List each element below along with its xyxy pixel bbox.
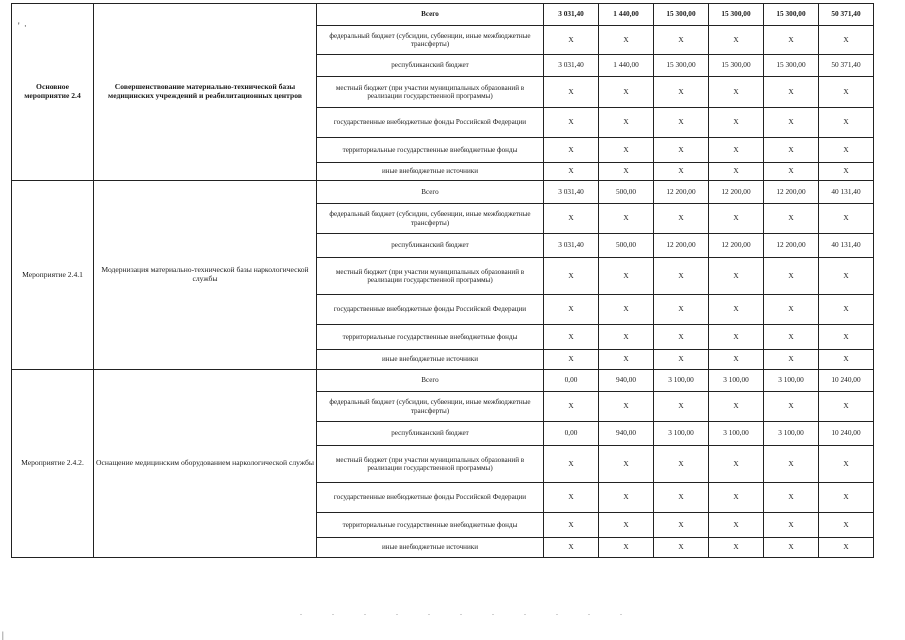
amount-cell: X [544,350,599,370]
amount-cell: 40 131,40 [819,181,874,204]
activity-label: Мероприятие 2.4.1 [12,181,94,370]
activity-name: Модернизация материально-технической базы наркологической службы [94,181,317,370]
amount-cell: 3 100,00 [709,422,764,446]
amount-cell: 500,00 [599,234,654,258]
amount-cell: X [709,446,764,483]
amount-cell: X [819,295,874,325]
amount-cell: X [544,483,599,513]
amount-cell: 15 300,00 [764,4,819,26]
amount-cell: X [544,258,599,295]
amount-cell: 15 300,00 [764,55,819,77]
amount-cell: X [654,483,709,513]
amount-cell: X [709,77,764,108]
amount-cell: X [819,204,874,234]
funding-source: местный бюджет (при участии муниципальных образований в реализации государственной программы) [317,446,544,483]
amount-cell: 10 240,00 [819,370,874,392]
amount-cell: X [654,446,709,483]
amount-cell: 12 200,00 [654,181,709,204]
amount-cell: X [544,77,599,108]
amount-cell: X [709,295,764,325]
amount-cell: 15 300,00 [709,4,764,26]
amount-cell: X [709,163,764,181]
amount-cell: X [599,513,654,538]
amount-cell: 1 440,00 [599,55,654,77]
amount-cell: 15 300,00 [654,55,709,77]
amount-cell: X [544,538,599,558]
funding-source: территориальные государственные внебюджетные фонды [317,138,544,163]
activity-label: Мероприятие 2.4.2. [12,370,94,558]
amount-cell: 15 300,00 [654,4,709,26]
amount-cell: X [764,392,819,422]
amount-cell: X [599,108,654,138]
amount-cell: 3 100,00 [654,422,709,446]
amount-cell: X [654,350,709,370]
amount-cell: X [599,483,654,513]
amount-cell: X [544,204,599,234]
amount-cell: X [764,204,819,234]
amount-cell: X [599,163,654,181]
amount-cell: X [819,325,874,350]
amount-cell: X [819,26,874,55]
amount-cell: X [819,392,874,422]
budget-row [12,370,874,392]
amount-cell: X [544,392,599,422]
amount-cell: 10 240,00 [819,422,874,446]
amount-cell: X [599,77,654,108]
amount-cell: X [654,204,709,234]
amount-cell: X [819,446,874,483]
amount-cell: X [709,108,764,138]
amount-cell: 940,00 [599,422,654,446]
amount-cell: 3 031,40 [544,181,599,204]
amount-cell: X [709,483,764,513]
amount-cell: X [654,258,709,295]
activity-name: Совершенствование материально-технической базы медицинских учреждений и реабилитационных центров [94,4,317,181]
amount-cell: X [654,325,709,350]
amount-cell: X [709,513,764,538]
amount-cell: 3 031,40 [544,4,599,26]
funding-source: Всего [317,370,544,392]
amount-cell: 500,00 [599,181,654,204]
funding-source: территориальные государственные внебюджетные фонды [317,325,544,350]
funding-source: республиканский бюджет [317,422,544,446]
funding-source: федеральный бюджет (субсидии, субвенции, иные межбюджетные трансферты) [317,204,544,234]
amount-cell: 0,00 [544,370,599,392]
amount-cell: X [764,26,819,55]
amount-cell: X [709,258,764,295]
amount-cell: X [709,392,764,422]
amount-cell: X [544,138,599,163]
amount-cell: 940,00 [599,370,654,392]
amount-cell: X [654,163,709,181]
amount-cell: X [544,108,599,138]
budget-row [12,4,874,26]
amount-cell: X [819,483,874,513]
amount-cell: X [764,325,819,350]
amount-cell: X [764,483,819,513]
amount-cell: X [654,513,709,538]
amount-cell: X [654,77,709,108]
amount-cell: X [764,77,819,108]
amount-cell: X [599,325,654,350]
amount-cell: X [764,138,819,163]
amount-cell: 12 200,00 [654,234,709,258]
amount-cell: X [599,446,654,483]
amount-cell: X [599,392,654,422]
amount-cell: 50 371,40 [819,4,874,26]
amount-cell: X [544,26,599,55]
amount-cell: X [654,295,709,325]
amount-cell: X [709,350,764,370]
amount-cell: X [599,538,654,558]
amount-cell: 12 200,00 [764,181,819,204]
amount-cell: X [764,295,819,325]
amount-cell: 3 100,00 [764,370,819,392]
amount-cell: X [709,325,764,350]
amount-cell: X [709,204,764,234]
amount-cell: X [819,258,874,295]
budget-table [11,3,874,558]
amount-cell: X [709,138,764,163]
amount-cell: X [654,108,709,138]
amount-cell: X [819,513,874,538]
activity-name: Оснащение медицинским оборудованием наркологической службы [94,370,317,558]
amount-cell: X [599,295,654,325]
scan-dots: . . . . . . . . . . . [300,608,636,617]
amount-cell: X [544,295,599,325]
funding-source: федеральный бюджет (субсидии, субвенции, иные межбюджетные трансферты) [317,26,544,55]
amount-cell: X [544,325,599,350]
amount-cell: 12 200,00 [709,234,764,258]
amount-cell: X [709,26,764,55]
funding-source: Всего [317,181,544,204]
amount-cell: 3 031,40 [544,55,599,77]
budget-row [12,181,874,204]
amount-cell: X [764,108,819,138]
amount-cell: X [544,163,599,181]
amount-cell: 12 200,00 [764,234,819,258]
funding-source: республиканский бюджет [317,234,544,258]
amount-cell: X [544,513,599,538]
amount-cell: X [764,258,819,295]
amount-cell: X [764,513,819,538]
amount-cell: X [654,392,709,422]
funding-source: республиканский бюджет [317,55,544,77]
activity-label: Основное мероприятие 2.4 [12,4,94,181]
scan-tick-mark: ' · [18,21,28,31]
funding-source: Всего [317,4,544,26]
funding-source: иные внебюджетные источники [317,538,544,558]
amount-cell: X [709,538,764,558]
amount-cell: X [819,77,874,108]
amount-cell: 3 031,40 [544,234,599,258]
amount-cell: X [819,138,874,163]
funding-source: государственные внебюджетные фонды Российской Федерации [317,295,544,325]
amount-cell: 3 100,00 [764,422,819,446]
funding-source: территориальные государственные внебюджетные фонды [317,513,544,538]
amount-cell: X [599,204,654,234]
funding-source: государственные внебюджетные фонды Российской Федерации [317,108,544,138]
amount-cell: X [599,350,654,370]
amount-cell: 12 200,00 [709,181,764,204]
amount-cell: 1 440,00 [599,4,654,26]
amount-cell: 0,00 [544,422,599,446]
amount-cell: 3 100,00 [709,370,764,392]
amount-cell: X [764,163,819,181]
funding-source: иные внебюджетные источники [317,350,544,370]
funding-source: иные внебюджетные источники [317,163,544,181]
amount-cell: X [599,138,654,163]
amount-cell: X [654,138,709,163]
amount-cell: X [819,350,874,370]
amount-cell: X [764,350,819,370]
funding-source: местный бюджет (при участии муниципальных образований в реализации государственной программы) [317,77,544,108]
amount-cell: X [819,163,874,181]
amount-cell: X [599,26,654,55]
amount-cell: 40 131,40 [819,234,874,258]
amount-cell: X [819,538,874,558]
amount-cell: X [764,538,819,558]
amount-cell: 50 371,40 [819,55,874,77]
funding-source: местный бюджет (при участии муниципальных образований в реализации государственной программы) [317,258,544,295]
budget-table-body [12,4,874,558]
funding-source: федеральный бюджет (субсидии, субвенции, иные межбюджетные трансферты) [317,392,544,422]
funding-source: государственные внебюджетные фонды Российской Федерации [317,483,544,513]
amount-cell: X [654,538,709,558]
amount-cell: X [819,108,874,138]
amount-cell: 3 100,00 [654,370,709,392]
amount-cell: X [654,26,709,55]
amount-cell: X [544,446,599,483]
scan-corner-mark: | [2,630,4,640]
amount-cell: X [764,446,819,483]
amount-cell: X [599,258,654,295]
amount-cell: 15 300,00 [709,55,764,77]
